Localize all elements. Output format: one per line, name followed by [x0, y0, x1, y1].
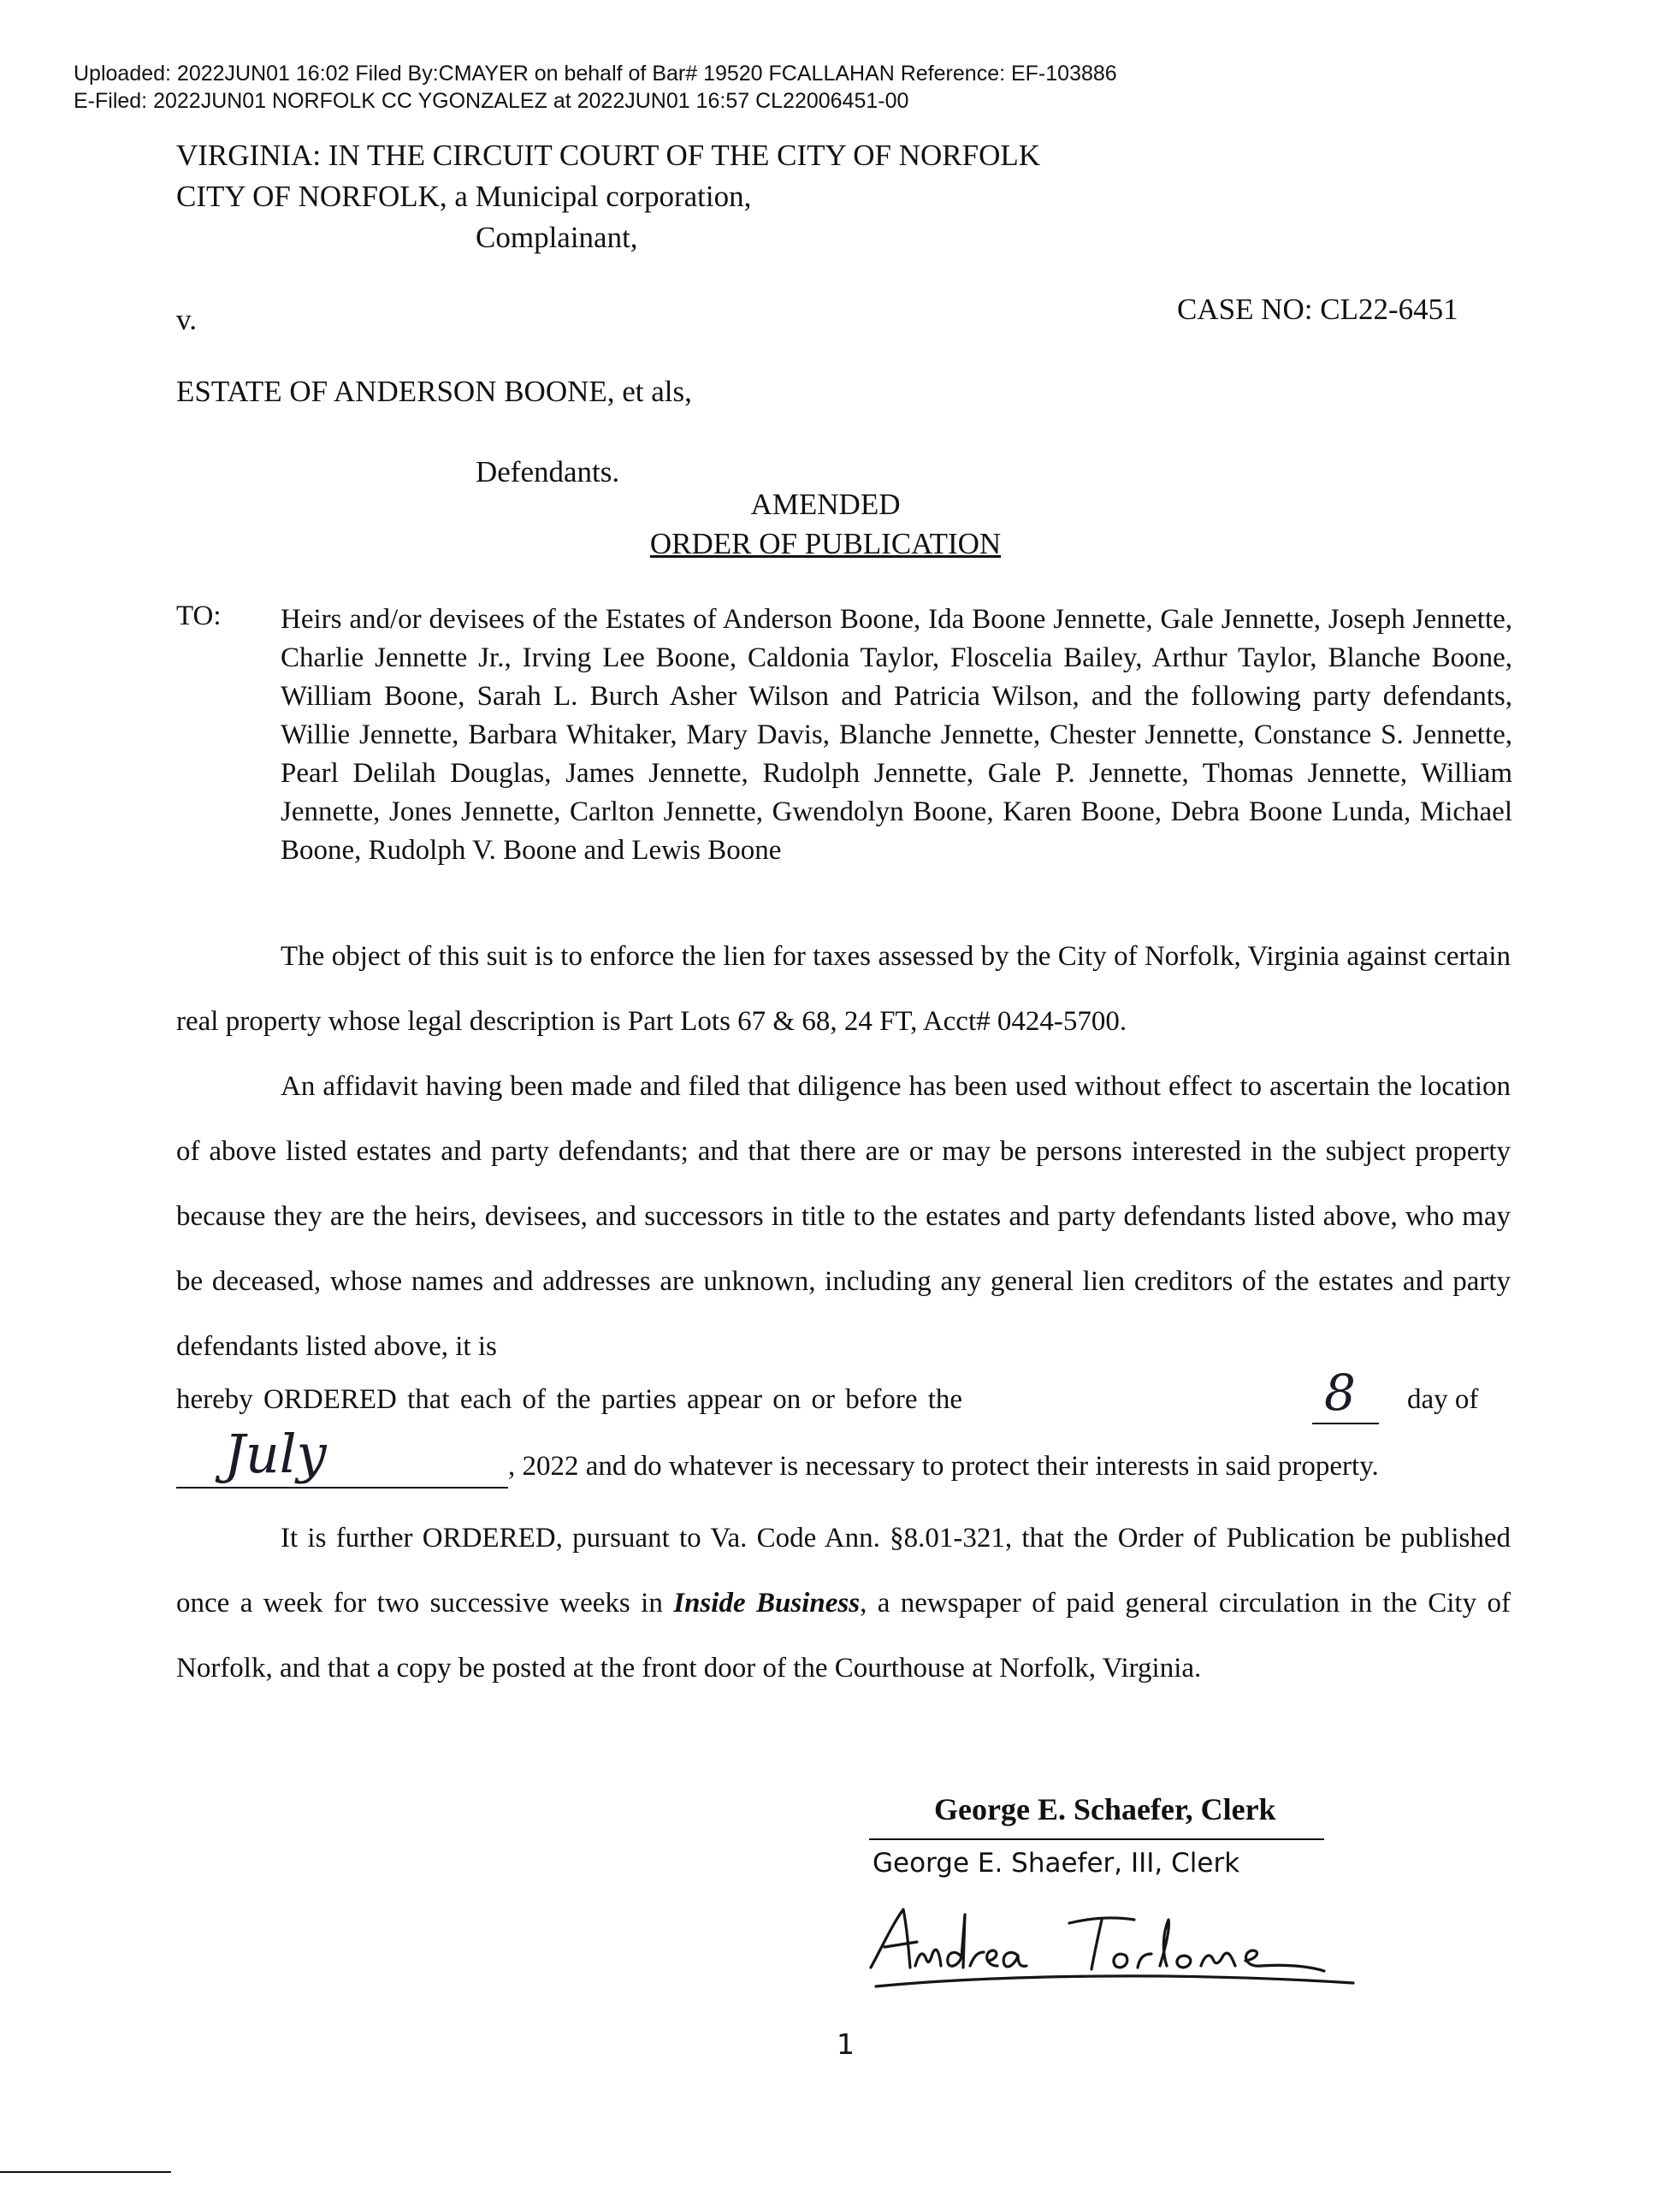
- signature-line: [869, 1838, 1324, 1840]
- filing-stamp-line-2: E-Filed: 2022JUN01 NORFOLK CC YGONZALEZ at 2022JUN01 16:57 CL22006451-00: [74, 89, 909, 113]
- versus: v.: [176, 303, 197, 336]
- ordered-line-a: hereby ORDERED that each of the parties appear on or before the: [176, 1384, 963, 1415]
- handwritten-day: 8: [1324, 1364, 1356, 1422]
- filing-stamp: [74, 60, 1117, 115]
- title-amended: AMENDED: [750, 488, 901, 521]
- plaintiff-name: CITY OF NORFOLK, a Municipal corporation,: [176, 180, 752, 213]
- page-number: 1: [837, 2027, 855, 2061]
- paragraph-object: The object of this suit is to enforce the lien for taxes assessed by the City of Norfolk, Virginia against certain real property whose legal description is Part Lots 67 & 68, 24 FT, Acct# 0424-5700.: [176, 941, 1511, 1037]
- title-order-of-publication: ORDER OF PUBLICATION: [649, 527, 1002, 560]
- plaintiff-role: Complainant,: [476, 221, 638, 254]
- publication-name: Inside Business: [673, 1588, 861, 1619]
- footnote-separator: [0, 2171, 171, 2173]
- to-recipients: Heirs and/or devisees of the Estates of Anderson Boone, Ida Boone Jennette, Gale Jennette, Joseph Jennette, Charlie Jennette Jr., Irving Lee Boone, Caldonia Taylor, Floscelia Bailey, Arthur Taylor, Blanche Boone, William Boone, Sarah L. Burch Asher Wilson and Patricia Wilson, and the following party defendants, Willie Jennette, Barbara Whitaker, Mary Davis, Blanche Jennette, Chester Jennette, Constance S. Jennette, Pearl Delilah Douglas, James Jennette, Rudolph Jennette, Gale P. Jennette, Thomas Jennette, William Jennette, Jones Jennette, Carlton Jennette, Gwendolyn Boone, Karen Boone, Debra Boone Lunda, Michael Boone, Rudolph V. Boone and Lewis Boone: [281, 604, 1512, 866]
- paragraph-further-ordered: [176, 1506, 1511, 1701]
- month-blank-line: [176, 1487, 508, 1489]
- deputy-signature: [855, 1897, 1360, 1992]
- further-ordered-text-a: It is further ORDERED, pursuant to Va. Code Ann. §8.01-321, that the Order of Publication be published once a week for two successive weeks in: [176, 1523, 1511, 1619]
- defendant-role: Defendants.: [476, 455, 620, 488]
- defendant-name: ESTATE OF ANDERSON BOONE, et als,: [176, 375, 692, 408]
- day-blank-line: [1312, 1423, 1379, 1424]
- court-name: VIRGINIA: IN THE CIRCUIT COURT OF THE CITY OF NORFOLK: [176, 139, 1041, 172]
- case-number: CASE NO: CL22-6451: [1177, 293, 1458, 326]
- clerk-signature-printed: George E. Schaefer, Clerk: [934, 1792, 1276, 1826]
- clerk-name-typed: George E. Shaefer, III, Clerk: [873, 1848, 1240, 1879]
- paragraph-affidavit: An affidavit having been made and filed that diligence has been used without effect to ascertain the location of above listed estates and party defendants; and that there are or may be persons interested in the subject property because they are the heirs, devisees, and successors in title to the estates and party defendants listed above, who may be deceased, whose names and addresses are unknown, including any general lien creditors of the estates and party defendants listed above, it is: [176, 1071, 1511, 1362]
- to-label: TO:: [176, 601, 222, 631]
- filing-stamp-line-1: Uploaded: 2022JUN01 16:02 Filed By:CMAYER on behalf of Bar# 19520 FCALLAHAN Reference: EF-103886: [74, 62, 1117, 86]
- ordered-line-b: , 2022 and do whatever is necessary to protect their interests in said property.: [508, 1451, 1379, 1482]
- handwritten-month: July: [224, 1423, 327, 1485]
- further-ordered-text-b: , a newspaper of paid general circulation in the City of Norfolk, and that a copy be posted at the front door of the Courthouse at Norfolk, Virginia.: [176, 1588, 1511, 1684]
- ordered-day-of: day of: [1407, 1384, 1479, 1415]
